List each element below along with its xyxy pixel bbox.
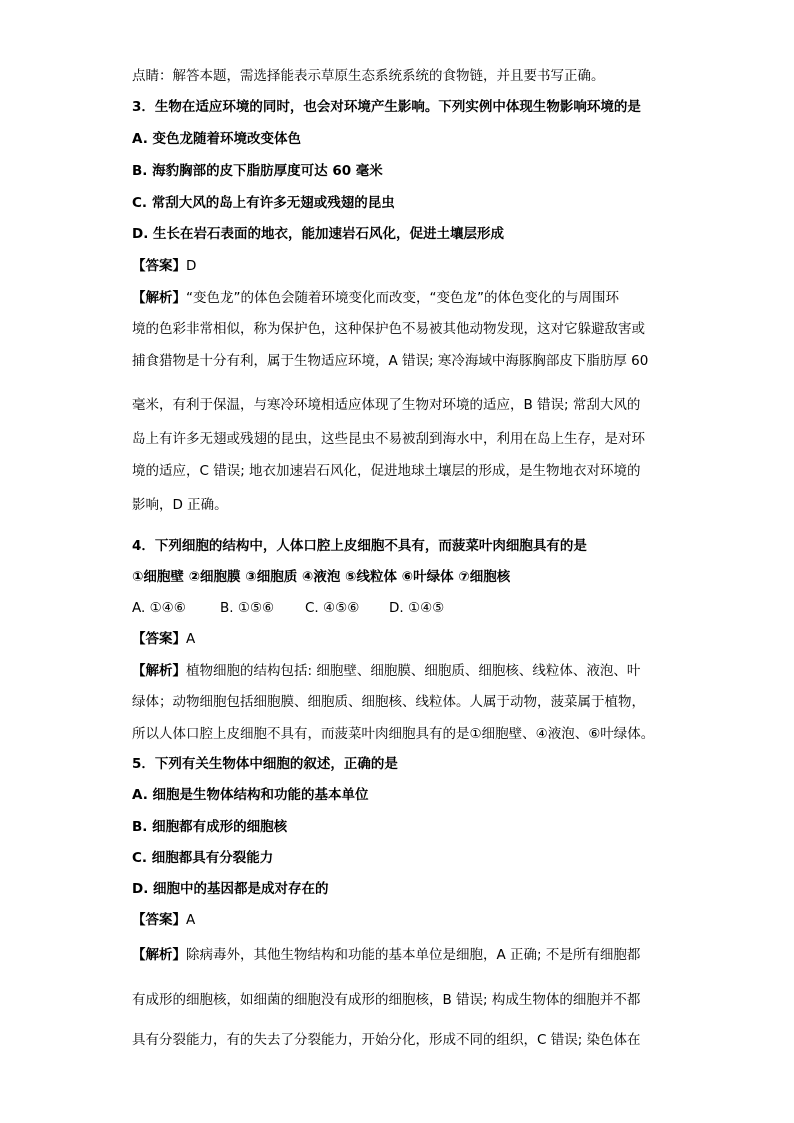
answer-label: 【答案】 <box>132 912 186 928</box>
q4-option-a: A. ①④⑥ <box>132 600 186 616</box>
q3-option-d: D. 生长在岩石表面的地衣，能加速岩石风化，促进土壤层形成 <box>132 226 505 242</box>
q3-analysis-line-4: 毫米，有利于保温，与寒冷环境相适应体现了生物对环境的适应，B 错误; 常刮大风的 <box>132 397 641 413</box>
answer-label: 【答案】 <box>132 258 186 274</box>
question-3: 3．生物在适应环境的同时，也会对环境产生影响。下列实例中体现生物影响环境的是 <box>132 99 641 115</box>
analysis-label: 【解析】 <box>132 947 186 963</box>
q3-analysis-line-1: 【解析】“变色龙”的体色会随着环境变化而改变，“变色龙”的体色变化的与周围环 <box>132 290 619 306</box>
q3-option-a: A. 变色龙随着环境改变体色 <box>132 131 302 147</box>
q4-analysis-line-3: 所以人体口腔上皮细胞不具有，而菠菜叶肉细胞具有的是①细胞壁、④液泡、⑥叶绿体。 <box>132 726 655 742</box>
q3-option-c: C. 常刮大风的岛上有许多无翅或残翅的昆虫 <box>132 195 395 211</box>
analysis-label: 【解析】 <box>132 663 186 679</box>
q4-options <box>132 599 444 617</box>
question-5: 5．下列有关生物体中细胞的叙述，正确的是 <box>132 756 398 772</box>
q3-option-b: B. 海豹胸部的皮下脂肪厚度可达 60 毫米 <box>132 163 383 179</box>
answer-value: D <box>186 258 197 274</box>
q3-analysis-line-5: 岛上有许多无翅或残翅的昆虫，这些昆虫不易被刮到海水中，利用在岛上生存，是对环 <box>132 431 645 447</box>
question-4: 4．下列细胞的结构中，人体口腔上皮细胞不具有，而菠菜叶肉细胞具有的是 <box>132 538 587 554</box>
q4-option-c: C. ④⑤⑥ <box>305 600 360 616</box>
q5-answer <box>132 911 195 929</box>
q3-analysis-line-2: 境的色彩非常相似，称为保护色，这种保护色不易被其他动物发现，这对它躲避敌害或 <box>132 321 645 337</box>
q5-analysis-line-1: 【解析】除病毒外，其他生物结构和功能的基本单位是细胞，A 正确; 不是所有细胞都 <box>132 947 641 963</box>
answer-value: A <box>186 912 196 928</box>
intro-text: 点睛：解答本题，需选择能表示草原生态系统系统的食物链，并且要书写正确。 <box>132 68 605 84</box>
q5-option-c: C. 细胞都具有分裂能力 <box>132 850 274 866</box>
q4-analysis-line-1: 【解析】植物细胞的结构包括: 细胞壁、细胞膜、细胞质、细胞核、线粒体、液泡、叶 <box>132 663 641 679</box>
q4-answer <box>132 630 195 648</box>
q3-answer <box>132 257 196 275</box>
q5-analysis-line-3: 具有分裂能力，有的失去了分裂能力，开始分化，形成不同的组织，C 错误; 染色体在 <box>132 1032 641 1048</box>
q5-option-b: B. 细胞都有成形的细胞核 <box>132 819 288 835</box>
q4-option-d: D. ①④⑤ <box>389 600 445 616</box>
q3-analysis-line-7: 影响，D 正确。 <box>132 497 228 513</box>
q3-analysis-line-3: 捕食猎物是十分有利，属于生物适应环境，A 错误; 寒冷海域中海豚胸部皮下脂肪厚 60 <box>132 353 649 369</box>
q4-option-b: B. ①⑤⑥ <box>220 600 275 616</box>
q4-analysis-line-2: 绿体；动物细胞包括细胞膜、细胞质、细胞核、线粒体。人属于动物，菠菜属于植物， <box>132 694 645 710</box>
q3-analysis-line-6: 境的适应，C 错误; 地衣加速岩石风化，促进地球土壤层的形成，是生物地衣对环境的 <box>132 463 641 479</box>
analysis-label: 【解析】 <box>132 290 186 306</box>
q5-option-d: D. 细胞中的基因都是成对存在的 <box>132 881 329 897</box>
answer-value: A <box>186 631 196 647</box>
answer-label: 【答案】 <box>132 631 186 647</box>
q4-items: ①细胞壁 ②细胞膜 ③细胞质 ④液泡 ⑤线粒体 ⑥叶绿体 ⑦细胞核 <box>132 569 511 585</box>
q5-analysis-line-2: 有成形的细胞核，如细菌的细胞没有成形的细胞核，B 错误; 构成生物体的细胞并不都 <box>132 992 641 1008</box>
q5-option-a: A. 细胞是生物体结构和功能的基本单位 <box>132 787 369 803</box>
